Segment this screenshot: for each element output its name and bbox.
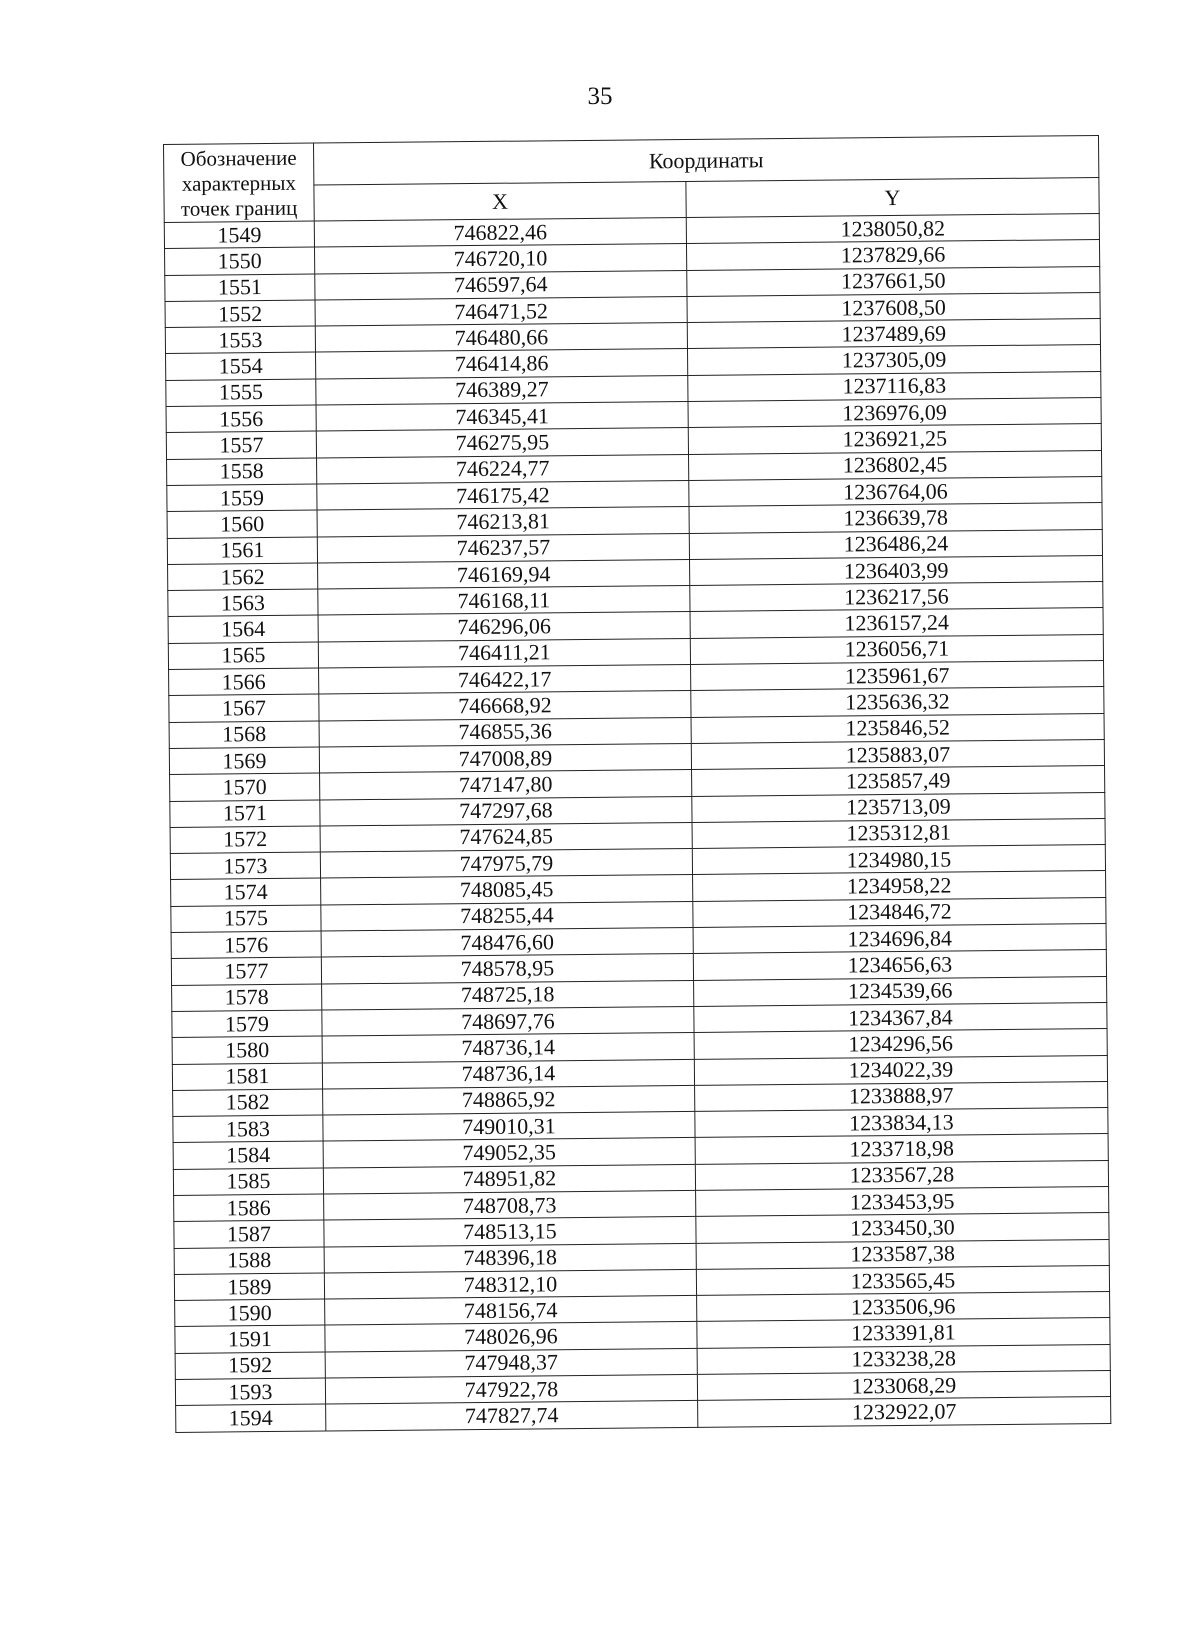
- point-number-cell: 1583: [173, 1115, 323, 1143]
- x-coordinate-cell: 746296,06: [318, 612, 690, 642]
- point-number-cell: 1568: [169, 721, 319, 749]
- point-number-cell: 1555: [166, 379, 316, 407]
- y-coordinate-cell: 1236976,09: [688, 398, 1101, 428]
- x-coordinate-cell: 748312,10: [324, 1269, 696, 1299]
- point-number-cell: 1561: [167, 537, 317, 565]
- x-coordinate-cell: 747147,80: [320, 770, 692, 800]
- y-coordinate-cell: 1236764,06: [689, 476, 1102, 506]
- point-number-cell: 1556: [166, 405, 316, 433]
- x-coordinate-cell: 746389,27: [316, 375, 688, 405]
- y-coordinate-cell: 1236403,99: [690, 555, 1103, 585]
- y-coordinate-cell: 1235846,52: [691, 713, 1104, 743]
- point-number-cell: 1569: [169, 747, 319, 775]
- x-coordinate-cell: 746237,57: [317, 533, 689, 563]
- y-coordinate-cell: 1233391,81: [697, 1318, 1110, 1348]
- y-coordinate-cell: 1234539,66: [694, 976, 1107, 1006]
- y-coordinate-cell: 1236802,45: [689, 450, 1102, 480]
- y-coordinate-cell: 1235636,32: [691, 687, 1104, 717]
- x-coordinate-cell: 748736,14: [322, 1059, 694, 1089]
- y-coordinate-cell: 1236217,56: [690, 582, 1103, 612]
- y-coordinate-cell: 1237829,66: [686, 240, 1099, 270]
- x-coordinate-cell: 748255,44: [321, 901, 693, 931]
- header-point-designation: Обозначение характерных точек границ: [164, 143, 315, 222]
- point-number-cell: 1551: [165, 274, 315, 302]
- x-coordinate-cell: 749052,35: [323, 1138, 695, 1168]
- point-number-cell: 1592: [175, 1352, 325, 1380]
- point-number-cell: 1591: [175, 1325, 325, 1353]
- point-number-cell: 1564: [168, 615, 318, 643]
- x-coordinate-cell: 746275,95: [316, 428, 688, 458]
- x-coordinate-cell: 746345,41: [316, 402, 688, 432]
- point-number-cell: 1562: [168, 563, 318, 591]
- x-coordinate-cell: 748156,74: [325, 1296, 697, 1326]
- x-coordinate-cell: 746224,77: [317, 454, 689, 484]
- x-coordinate-cell: 748396,18: [324, 1243, 696, 1273]
- header-x: X: [314, 182, 686, 221]
- y-coordinate-cell: 1233565,45: [696, 1265, 1109, 1295]
- point-number-cell: 1575: [171, 905, 321, 933]
- x-coordinate-cell: 748725,18: [322, 980, 694, 1010]
- y-coordinate-cell: 1236486,24: [689, 529, 1102, 559]
- y-coordinate-cell: 1236056,71: [690, 634, 1103, 664]
- y-coordinate-cell: 1234696,84: [693, 923, 1106, 953]
- point-number-cell: 1566: [169, 668, 319, 696]
- y-coordinate-cell: 1237116,83: [688, 371, 1101, 401]
- point-number-cell: 1582: [173, 1089, 323, 1117]
- point-number-cell: 1586: [174, 1194, 324, 1222]
- point-number-cell: 1588: [174, 1247, 324, 1275]
- x-coordinate-cell: 746411,21: [318, 638, 690, 668]
- point-number-cell: 1578: [172, 984, 322, 1012]
- x-coordinate-cell: 747008,89: [319, 743, 691, 773]
- point-number-cell: 1589: [174, 1273, 324, 1301]
- x-coordinate-cell: 746471,52: [315, 296, 687, 326]
- y-coordinate-cell: 1235713,09: [692, 792, 1105, 822]
- y-coordinate-cell: 1237305,09: [687, 345, 1100, 375]
- point-number-cell: 1549: [164, 221, 314, 249]
- y-coordinate-cell: 1233068,29: [697, 1371, 1110, 1401]
- point-number-cell: 1565: [168, 642, 318, 670]
- y-coordinate-cell: 1234656,63: [693, 950, 1106, 980]
- point-number-cell: 1567: [169, 694, 319, 722]
- y-coordinate-cell: 1236921,25: [688, 424, 1101, 454]
- point-number-cell: 1584: [173, 1141, 323, 1169]
- point-number-cell: 1585: [173, 1168, 323, 1196]
- x-coordinate-cell: 748736,14: [322, 1033, 694, 1063]
- x-coordinate-cell: 748697,76: [322, 1006, 694, 1036]
- y-coordinate-cell: 1233718,98: [695, 1134, 1108, 1164]
- y-coordinate-cell: 1232922,07: [698, 1397, 1111, 1427]
- y-coordinate-cell: 1233450,30: [696, 1213, 1109, 1243]
- y-coordinate-cell: 1235883,07: [691, 739, 1104, 769]
- y-coordinate-cell: 1237661,50: [687, 266, 1100, 296]
- y-coordinate-cell: 1233888,97: [695, 1081, 1108, 1111]
- x-coordinate-cell: 746822,46: [314, 217, 686, 247]
- point-number-cell: 1570: [170, 773, 320, 801]
- x-coordinate-cell: 746855,36: [319, 717, 691, 747]
- x-coordinate-cell: 746414,86: [316, 349, 688, 379]
- y-coordinate-cell: 1236639,78: [689, 503, 1102, 533]
- table-body: [164, 214, 1111, 1433]
- x-coordinate-cell: 746175,42: [317, 480, 689, 510]
- point-number-cell: 1590: [175, 1299, 325, 1327]
- point-number-cell: 1559: [167, 484, 317, 512]
- x-coordinate-cell: 746597,64: [315, 270, 687, 300]
- point-number-cell: 1587: [174, 1220, 324, 1248]
- x-coordinate-cell: 748513,15: [324, 1217, 696, 1247]
- point-number-cell: 1572: [170, 826, 320, 854]
- y-coordinate-cell: 1234980,15: [692, 845, 1105, 875]
- y-coordinate-cell: 1236157,24: [690, 608, 1103, 638]
- y-coordinate-cell: 1234846,72: [693, 897, 1106, 927]
- x-coordinate-cell: 748708,73: [324, 1190, 696, 1220]
- point-number-cell: 1577: [171, 957, 321, 985]
- x-coordinate-cell: 748578,95: [321, 954, 693, 984]
- point-number-cell: 1573: [170, 852, 320, 880]
- x-coordinate-cell: 746668,92: [319, 691, 691, 721]
- y-coordinate-cell: 1238050,82: [686, 214, 1099, 244]
- y-coordinate-cell: 1237489,69: [687, 319, 1100, 349]
- y-coordinate-cell: 1235961,67: [691, 661, 1104, 691]
- point-number-cell: 1553: [165, 326, 315, 354]
- y-coordinate-cell: 1233834,13: [695, 1108, 1108, 1138]
- x-coordinate-cell: 747975,79: [320, 849, 692, 879]
- point-number-cell: 1560: [167, 510, 317, 538]
- y-coordinate-cell: 1237608,50: [687, 292, 1100, 322]
- point-number-cell: 1554: [166, 353, 316, 381]
- header-y: Y: [686, 178, 1099, 218]
- x-coordinate-cell: 747297,68: [320, 796, 692, 826]
- y-coordinate-cell: 1235857,49: [692, 766, 1105, 796]
- y-coordinate-cell: 1233567,28: [695, 1160, 1108, 1190]
- y-coordinate-cell: 1233453,95: [696, 1186, 1109, 1216]
- x-coordinate-cell: 748865,92: [323, 1085, 695, 1115]
- point-number-cell: 1574: [171, 878, 321, 906]
- y-coordinate-cell: 1235312,81: [692, 818, 1105, 848]
- x-coordinate-cell: 749010,31: [323, 1112, 695, 1142]
- point-number-cell: 1571: [170, 800, 320, 828]
- y-coordinate-cell: 1234022,39: [694, 1055, 1107, 1085]
- x-coordinate-cell: 747624,85: [320, 822, 692, 852]
- point-number-cell: 1550: [165, 247, 315, 275]
- x-coordinate-cell: 748085,45: [321, 875, 693, 905]
- point-number-cell: 1557: [166, 431, 316, 459]
- y-coordinate-cell: 1233506,96: [697, 1292, 1110, 1322]
- point-number-cell: 1580: [172, 1036, 322, 1064]
- x-coordinate-cell: 746169,94: [318, 559, 690, 589]
- point-number-cell: 1594: [176, 1404, 326, 1432]
- x-coordinate-cell: 746720,10: [314, 244, 686, 274]
- y-coordinate-cell: 1234296,56: [694, 1029, 1107, 1059]
- x-coordinate-cell: 746422,17: [319, 665, 691, 695]
- point-number-cell: 1581: [172, 1063, 322, 1091]
- x-coordinate-cell: 747827,74: [326, 1401, 698, 1431]
- point-number-cell: 1579: [172, 1010, 322, 1038]
- point-number-cell: 1558: [167, 458, 317, 486]
- x-coordinate-cell: 746168,11: [318, 586, 690, 616]
- x-coordinate-cell: 746480,66: [315, 323, 687, 353]
- point-number-cell: 1552: [165, 300, 315, 328]
- y-coordinate-cell: 1234367,84: [694, 1002, 1107, 1032]
- y-coordinate-cell: 1233587,38: [696, 1239, 1109, 1269]
- x-coordinate-cell: 748476,60: [321, 927, 693, 957]
- coordinates-table: [163, 135, 1111, 1433]
- x-coordinate-cell: 747948,37: [325, 1348, 697, 1378]
- page-number: 35: [587, 83, 613, 110]
- point-number-cell: 1593: [175, 1378, 325, 1406]
- point-number-cell: 1576: [171, 931, 321, 959]
- point-number-cell: 1563: [168, 589, 318, 617]
- x-coordinate-cell: 748026,96: [325, 1322, 697, 1352]
- header-coordinates: Координаты: [313, 136, 1098, 186]
- x-coordinate-cell: 747922,78: [325, 1374, 697, 1404]
- x-coordinate-cell: 748951,82: [323, 1164, 695, 1194]
- y-coordinate-cell: 1233238,28: [697, 1344, 1110, 1374]
- x-coordinate-cell: 746213,81: [317, 507, 689, 537]
- y-coordinate-cell: 1234958,22: [693, 871, 1106, 901]
